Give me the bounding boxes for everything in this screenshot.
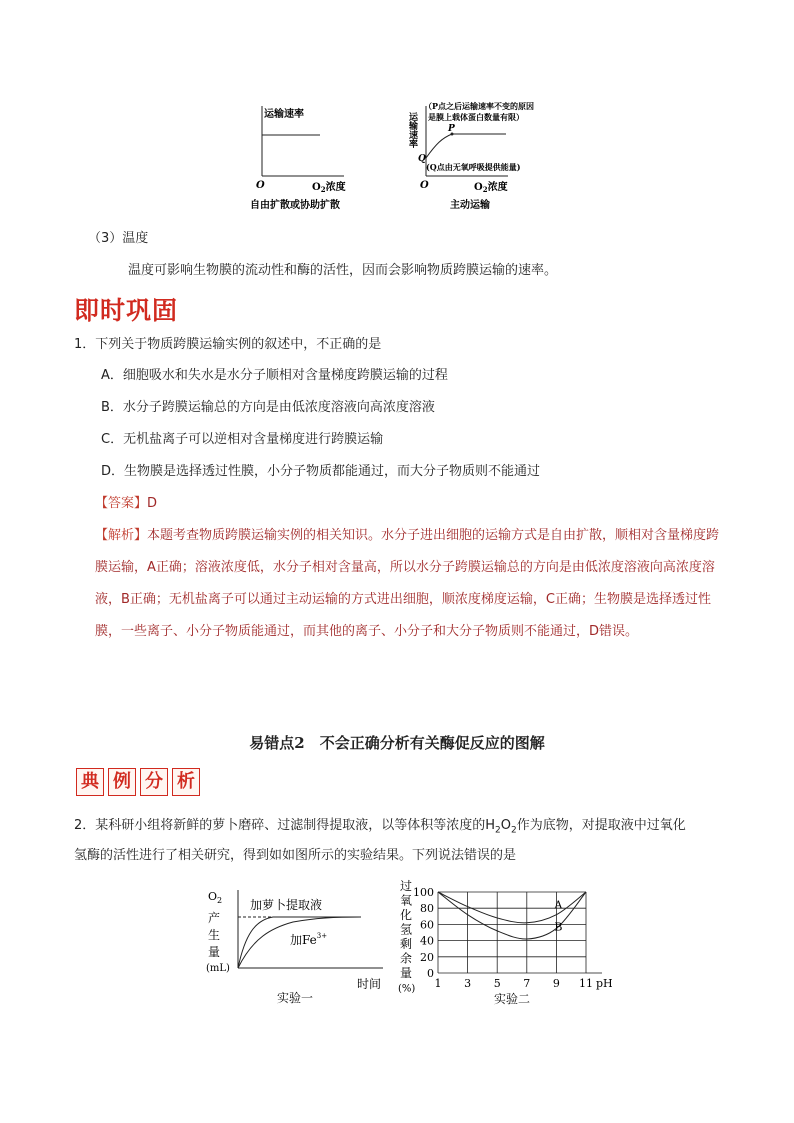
diffusion-caption: 自由扩散或协助扩散 xyxy=(250,200,340,211)
exp1-y-unit: (mL) xyxy=(206,963,230,974)
y-label-unit: (%) xyxy=(398,983,416,995)
y-label-char-6: 余 xyxy=(400,951,413,966)
y-label-char-5: 剩 xyxy=(400,937,413,951)
section-3-body: 温度可影响生物膜的流动性和酶的活性，因而会影响物质跨膜运输的速率。 xyxy=(128,263,558,278)
y-tick-60: 60 xyxy=(420,918,434,932)
y-tick-100: 100 xyxy=(413,886,434,899)
q1-stem: 1．下列关于物质跨膜运输实例的叙述中，不正确的是 xyxy=(74,337,382,352)
x-tick-11: 11 xyxy=(579,977,593,990)
x-tick-5: 5 xyxy=(493,977,501,990)
q1-option-b: B．水分子跨膜运输总的方向是由低浓度溶液向高浓度溶液 xyxy=(101,400,435,415)
explain-text: 本题考查物质跨膜运输实例的相关知识。水分子进出细胞的运输方式是自由扩散，顺相对含量梯度跨膜运输，A正确；溶液浓度低，水分子相对含量高，所以水分子跨膜运输总的方向是由低浓度溶液向高浓度溶液，B正确；无机盐离子可以通过主动运输的方式进出细胞，顺浓度梯度运输，C正确；生物膜是选择透过性膜，一些离子、小分子物质能通过，而其他的离子、小分子和大分子物质则不能通过，D错误。 xyxy=(95,528,720,639)
banner-char-3: 分 xyxy=(140,768,168,796)
y-label-char-2: 氧 xyxy=(400,893,413,908)
y-label-char-3: 化 xyxy=(400,908,413,922)
chart-caption: 实验二 xyxy=(493,992,531,1006)
active-point-q: Q xyxy=(418,154,426,164)
exp1-y-char-1: 产 xyxy=(208,911,221,925)
exp1-y-char-3: 量 xyxy=(208,945,221,959)
section-2-title: 易错点2 不会正确分析有关酶促反应的图解 xyxy=(249,734,545,752)
answer-tag: 【答案】 xyxy=(95,496,148,511)
experiment-2-chart xyxy=(396,878,626,1013)
active-origin: O xyxy=(420,180,429,191)
answer-value: D xyxy=(147,496,158,511)
q1-option-c: C．无机盐离子可以逆相对含量梯度进行跨膜运输 xyxy=(101,432,384,447)
active-point-p: P xyxy=(448,124,455,134)
banner-char-1: 典 xyxy=(76,768,104,796)
explain-tag: 【解析】 xyxy=(95,528,148,543)
practice-banner: 即时巩固 xyxy=(74,296,179,325)
series-line-B xyxy=(438,892,586,939)
diffusion-origin: O xyxy=(256,180,265,191)
q2-stem-line2: 氢酶的活性进行了相关研究，得到如如图所示的实验结果。下列说法错误的是 xyxy=(74,848,517,863)
active-x-label: $O_2$浓度 xyxy=(474,182,508,194)
transport-figure xyxy=(240,100,560,215)
q1-explanation xyxy=(95,520,720,648)
q1-option-d: D．生物膜是选择透过性膜，小分子物质都能通过，而大分子物质则不能通过 xyxy=(101,464,541,479)
series-label-B: B xyxy=(554,920,563,934)
y-label-char-4: 氢 xyxy=(400,922,413,937)
active-y-label: 运输速率 xyxy=(407,112,417,148)
x-tick-1: 1 xyxy=(434,977,442,990)
x-tick-9: 9 xyxy=(552,977,560,990)
exp1-curve-bottom: 加$Fe^{3+}$ xyxy=(290,932,328,947)
y-label-char-7: 量 xyxy=(400,966,413,980)
series-label-A: A xyxy=(554,898,563,912)
exp1-y-top: $O_2$ xyxy=(208,890,223,905)
y-tick-40: 40 xyxy=(420,934,434,948)
active-note-p: （P点之后运输速率不变的原因 xyxy=(424,101,535,111)
q2-stem-line1: 2．某科研小组将新鲜的萝卜磨碎、过滤制得提取液，以等体积等浓度的$H_2O_2$作为底物，对提取液中过氧化 xyxy=(74,818,686,836)
exp1-x-label: 时间 xyxy=(357,977,382,991)
active-note-p2: 是膜上载体蛋白数量有限） xyxy=(428,112,524,122)
diffusion-x-label: $O_2$浓度 xyxy=(312,182,346,194)
experiment-1-graph xyxy=(205,880,385,1010)
banner-char-4: 析 xyxy=(172,768,200,796)
y-label-char-1: 过 xyxy=(400,879,413,893)
y-tick-80: 80 xyxy=(420,902,434,916)
diffusion-y-label: 运输速率 xyxy=(264,109,304,120)
example-banner xyxy=(76,768,204,796)
x-tick-7: 7 xyxy=(523,977,531,990)
exp1-caption: 实验一 xyxy=(277,991,314,1005)
section-3-heading: （3）温度 xyxy=(88,231,149,246)
x-axis-label: pH xyxy=(596,977,613,990)
exp1-y-char-2: 生 xyxy=(208,928,221,942)
banner-char-2: 例 xyxy=(108,768,136,796)
active-transport-graph xyxy=(407,101,534,211)
x-tick-3: 3 xyxy=(464,977,472,990)
series-line-A xyxy=(438,892,586,923)
active-caption: 主动运输 xyxy=(450,200,490,211)
active-note-q: (Q点由无氧呼吸提供能量) xyxy=(426,162,521,172)
q1-option-a: A．细胞吸水和失水是水分子顺相对含量梯度跨膜运输的过程 xyxy=(101,368,448,383)
y-tick-0: 0 xyxy=(427,967,434,980)
q1-answer xyxy=(95,494,157,514)
y-tick-20: 20 xyxy=(420,950,434,964)
diffusion-graph xyxy=(250,106,346,211)
exp1-curve-top: 加萝卜提取液 xyxy=(250,898,323,912)
